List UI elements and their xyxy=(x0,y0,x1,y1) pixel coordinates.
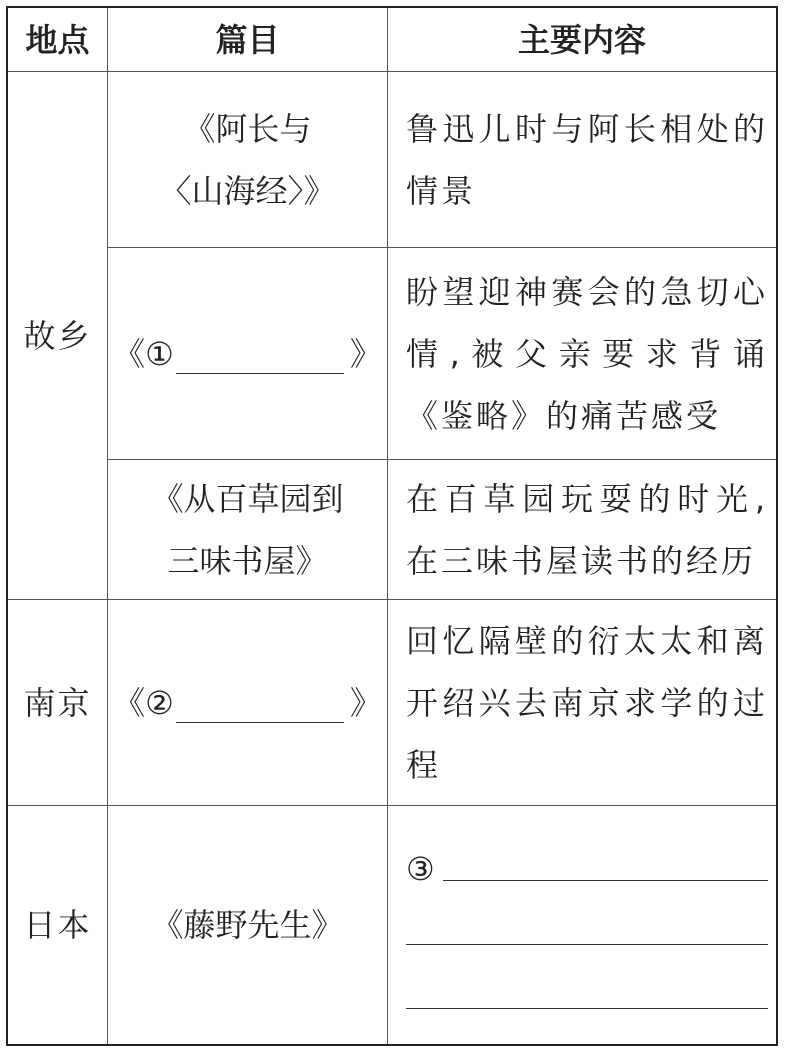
header-content: 主要内容 xyxy=(388,8,776,72)
title-cell xyxy=(108,460,388,600)
content-cell xyxy=(388,72,776,248)
title-cell-blank-2 xyxy=(108,600,388,806)
title-line: 《阿长与 xyxy=(183,109,312,148)
title-cell xyxy=(108,72,388,248)
header-location: 地点 xyxy=(8,8,108,72)
title-line: 三味书屋》 xyxy=(167,541,328,580)
location-nanjing: 南京 xyxy=(8,600,108,806)
content-text: 盼望迎神赛会的急切心情,被父亲要求背诵《鉴略》的痛苦感受 xyxy=(406,272,768,435)
answer-rule xyxy=(443,878,768,881)
title-line: 《从百草园到 xyxy=(151,479,344,518)
title-close: 》 xyxy=(349,683,382,722)
content-text: 在百草园玩耍的时光,在三味书屋读书的经历 xyxy=(406,479,768,580)
title-close: 》 xyxy=(349,334,382,373)
content-cell xyxy=(388,460,776,600)
header-title: 篇目 xyxy=(108,8,388,72)
answer-rule xyxy=(406,942,768,945)
location-japan: 日本 xyxy=(8,806,108,1044)
answer-line-1[interactable] xyxy=(406,829,768,893)
answer-rule xyxy=(406,1006,768,1009)
title-cell-blank-1 xyxy=(108,248,388,460)
content-text: 鲁迅儿时与阿长相处的情景 xyxy=(406,109,768,210)
essay-table xyxy=(6,6,778,1046)
answer-number: ③ xyxy=(406,850,435,888)
content-cell xyxy=(388,600,776,806)
title-line: 〈山海经〉》 xyxy=(159,171,336,210)
answer-line-2[interactable] xyxy=(406,893,768,957)
fill-blank-1[interactable] xyxy=(176,333,344,374)
answer-cell xyxy=(388,806,776,1044)
content-cell xyxy=(388,248,776,460)
title-open: 《② xyxy=(113,683,174,722)
title-cell xyxy=(108,806,388,1044)
fill-blank-2[interactable] xyxy=(176,682,344,723)
title-text: 《藤野先生》 xyxy=(151,906,344,944)
location-hometown: 故乡 xyxy=(8,72,108,600)
answer-line-3[interactable] xyxy=(406,957,768,1021)
content-text: 回忆隔壁的衍太太和离开绍兴去南京求学的过程 xyxy=(406,621,768,784)
title-open: 《① xyxy=(113,334,174,373)
